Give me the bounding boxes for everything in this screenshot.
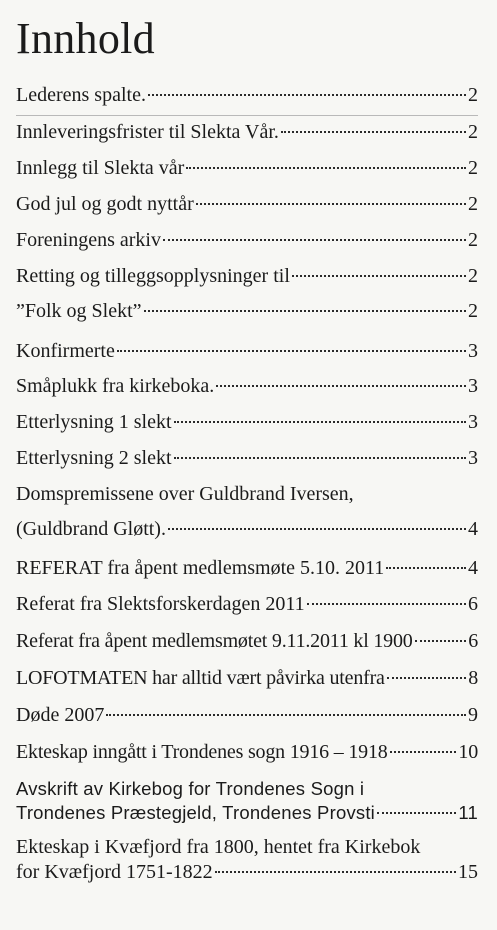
toc-entry bbox=[16, 666, 478, 691]
dot-leader bbox=[196, 203, 466, 205]
dot-leader bbox=[307, 603, 466, 605]
toc-entry-title: Lederens spalte. bbox=[16, 84, 146, 106]
toc-entry-page: 3 bbox=[468, 411, 478, 433]
toc-entry-title: Døde 2007 bbox=[16, 704, 105, 726]
toc-entry-title: Etterlysning 2 slekt bbox=[16, 447, 172, 469]
toc-entry-title: Småplukk fra kirkeboka. bbox=[16, 375, 215, 397]
toc-entry bbox=[16, 156, 478, 181]
toc-entry-page: 9 bbox=[468, 704, 478, 726]
dot-leader bbox=[415, 640, 467, 642]
dot-leader bbox=[387, 677, 466, 679]
toc-entry-page: 2 bbox=[468, 157, 478, 179]
toc-entry bbox=[16, 556, 478, 581]
toc-entry-page: 2 bbox=[468, 265, 478, 287]
toc-entry-page: 15 bbox=[458, 861, 478, 883]
toc-entry-page: 6 bbox=[468, 630, 478, 652]
toc-entry bbox=[16, 835, 478, 885]
toc-entry bbox=[16, 777, 478, 825]
dot-leader bbox=[215, 871, 456, 873]
toc-entry-title: REFERAT fra åpent medlemsmøte 5.10. 2011 bbox=[16, 557, 385, 579]
dot-leader bbox=[174, 421, 466, 423]
toc-entry-title: Innlegg til Slekta vår bbox=[16, 157, 185, 179]
toc-entry-title: God jul og godt nyttår bbox=[16, 193, 194, 215]
toc-entry-page: 3 bbox=[468, 340, 478, 362]
toc-entry-page: 11 bbox=[458, 802, 478, 823]
dot-leader bbox=[377, 812, 456, 814]
toc-entry bbox=[16, 228, 478, 253]
toc-entry-title: for Kvæfjord 1751-1822 bbox=[16, 861, 213, 883]
toc-entry bbox=[16, 264, 478, 289]
toc-entry-title: ”Folk og Slekt” bbox=[16, 300, 142, 322]
toc-entry bbox=[16, 339, 478, 364]
toc-entry-page: 2 bbox=[468, 84, 478, 106]
toc-entry bbox=[16, 629, 478, 654]
toc-entry-page: 3 bbox=[468, 447, 478, 469]
toc-entry-page: 2 bbox=[468, 193, 478, 215]
toc-entry bbox=[16, 299, 478, 324]
toc-entry-title: Ekteskap inngått i Trondenes sogn 1916 – 1918 bbox=[16, 741, 388, 763]
toc-entry-page: 3 bbox=[468, 375, 478, 397]
toc-entry-title: LOFOTMATEN har alltid vært påvirka utenfra bbox=[16, 667, 385, 689]
divider bbox=[16, 115, 478, 116]
toc-entry-title: Foreningens arkiv bbox=[16, 229, 161, 251]
dot-leader bbox=[281, 131, 466, 133]
toc-entry-page: 4 bbox=[468, 518, 478, 540]
dot-leader bbox=[186, 167, 466, 169]
dot-leader bbox=[144, 310, 466, 312]
toc-entry-title: Retting og tilleggsopplysninger til bbox=[16, 265, 290, 287]
toc-entry bbox=[16, 192, 478, 217]
toc-entry-title: Trondenes Præstegjeld, Trondenes Provsti bbox=[16, 802, 375, 823]
toc-entry-page: 4 bbox=[468, 557, 478, 579]
toc-entry-title: Innleveringsfrister til Slekta Vår. bbox=[16, 121, 279, 143]
dot-leader bbox=[163, 239, 466, 241]
dot-leader bbox=[390, 751, 457, 753]
toc-entry-page: 2 bbox=[468, 229, 478, 251]
toc-entry-title: Konfirmerte bbox=[16, 340, 115, 362]
toc-entry-page: 6 bbox=[468, 593, 478, 615]
dot-leader bbox=[168, 528, 466, 530]
toc-entry-title: (Guldbrand Gløtt). bbox=[16, 518, 166, 540]
dot-leader bbox=[174, 457, 466, 459]
toc-entry-page: 10 bbox=[458, 741, 478, 763]
toc-entry-page: 2 bbox=[468, 121, 478, 143]
toc-entry-title-line1: Domspremissene over Guldbrand Iversen, bbox=[16, 483, 354, 505]
toc-entry-page: 2 bbox=[468, 300, 478, 322]
toc-entry-title: Referat fra åpent medlemsmøtet 9.11.2011 kl 1900 bbox=[16, 630, 413, 652]
page-title: Innhold bbox=[16, 14, 155, 63]
toc-entry bbox=[16, 83, 478, 108]
dot-leader bbox=[216, 385, 466, 387]
toc-entry-title: Etterlysning 1 slekt bbox=[16, 411, 172, 433]
dot-leader bbox=[148, 94, 466, 96]
toc-entry bbox=[16, 740, 478, 765]
toc-entry bbox=[16, 374, 478, 399]
dot-leader bbox=[292, 275, 466, 277]
toc-entry-page: 8 bbox=[468, 667, 478, 689]
toc-entry-title-line1: Ekteskap i Kvæfjord fra 1800, hentet fra Kirkebok bbox=[16, 836, 421, 858]
toc-entry bbox=[16, 120, 478, 145]
toc-entry-title: Referat fra Slektsforskerdagen 2011 bbox=[16, 593, 305, 615]
toc-entry bbox=[16, 446, 478, 471]
dot-leader bbox=[386, 567, 466, 569]
toc-entry-title-line1: Avskrift av Kirkebog for Trondenes Sogn i bbox=[16, 778, 365, 799]
dot-leader bbox=[106, 714, 466, 716]
toc-entry bbox=[16, 703, 478, 728]
dot-leader bbox=[117, 350, 466, 352]
toc-entry bbox=[16, 482, 478, 542]
toc-entry bbox=[16, 592, 478, 617]
toc-entry bbox=[16, 410, 478, 435]
